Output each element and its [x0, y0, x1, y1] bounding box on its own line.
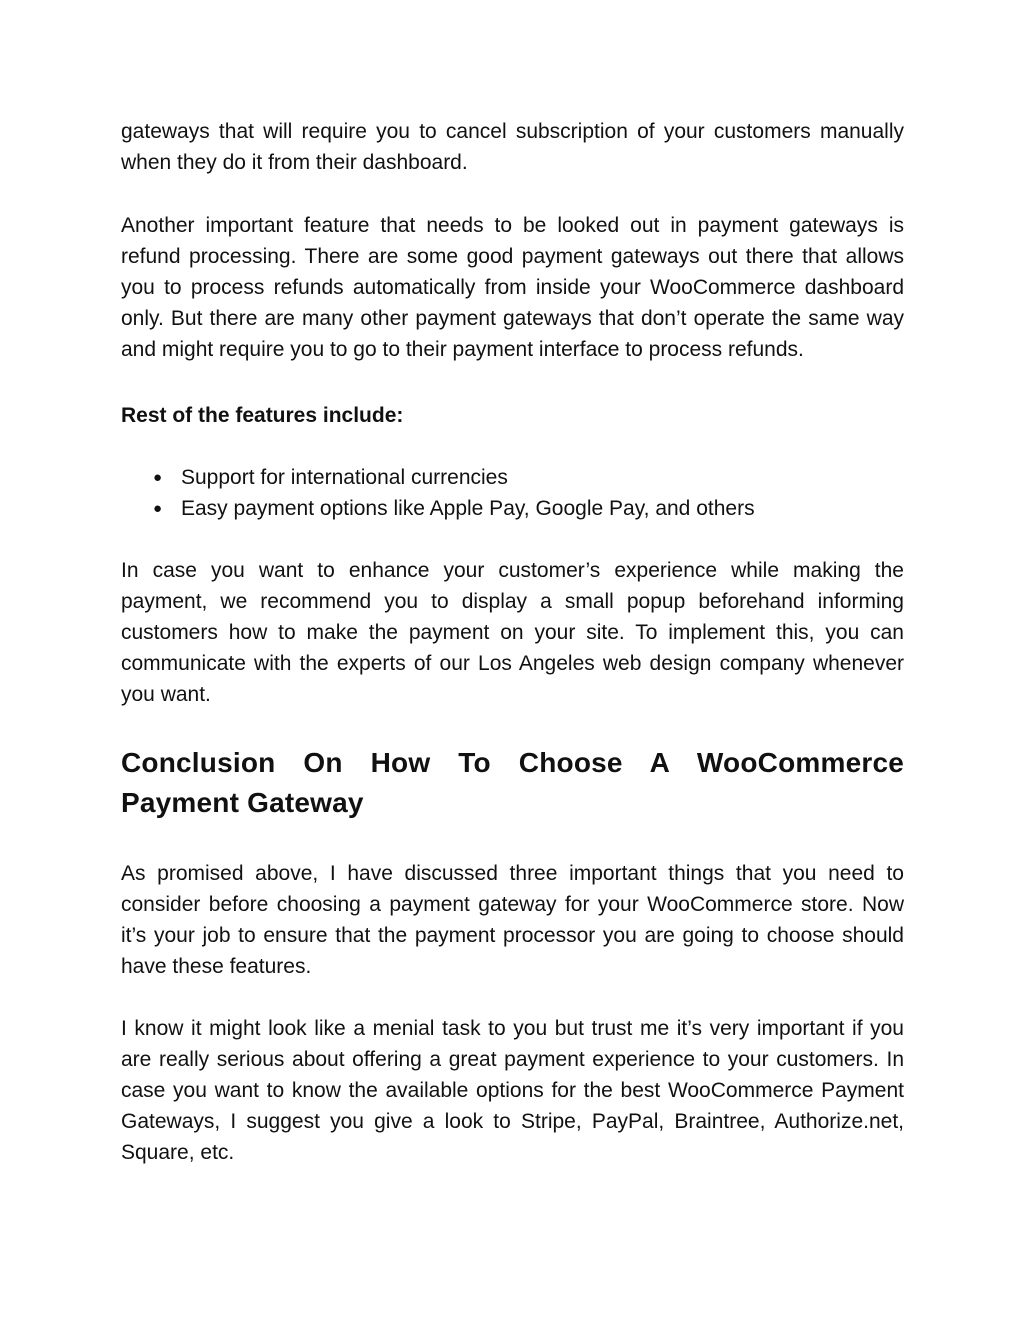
list-item [121, 462, 904, 493]
document-page [121, 116, 904, 1168]
features-heading: Rest of the features include: [121, 404, 404, 427]
bullet-icon: ● [153, 469, 163, 486]
paragraph-subscription-cancel: gateways that will require you to cancel subscription of your customers manually when they do it from their dashboard. [121, 120, 904, 174]
list-item-text: Easy payment options like Apple Pay, Google Pay, and others [181, 497, 755, 520]
list-item-text: Support for international currencies [181, 466, 508, 489]
paragraph-customer-experience: In case you want to enhance your customer’s experience while making the payment, we recommend you to display a small popup beforehand informing customers how to make the payment on your site. To implement this, you can communicate with the experts of our Los Angeles web design company whenever you want. [121, 559, 904, 706]
bullet-icon: ● [153, 500, 163, 517]
paragraph-promise: As promised above, I have discussed three important things that you need to consider before choosing a payment gateway for your WooCommerce store. Now it’s your job to ensure that the payment processor you are going to choose should have these features. [121, 862, 904, 978]
paragraph-refund-processing: Another important feature that needs to be looked out in payment gateways is refund processing. There are some good payment gateways out there that allows you to process refunds automatically from inside your WooCommerce dashboard only. But there are many other payment gateways that don’t operate the same way and might require you to go to their payment interface to process refunds. [121, 214, 904, 361]
features-list [121, 462, 904, 524]
conclusion-heading: Conclusion On How To Choose A WooCommerce Payment Gateway [121, 747, 904, 818]
list-item [121, 493, 904, 524]
paragraph-final-advice: I know it might look like a menial task to you but trust me it’s very important if you are really serious about offering a great payment experience to your customers. In case you want to know the available options for the best WooCommerce Payment Gateways, I suggest you give a look to Stripe, PayPal, Braintree, Authorize.net, Square, etc. [121, 1017, 904, 1164]
